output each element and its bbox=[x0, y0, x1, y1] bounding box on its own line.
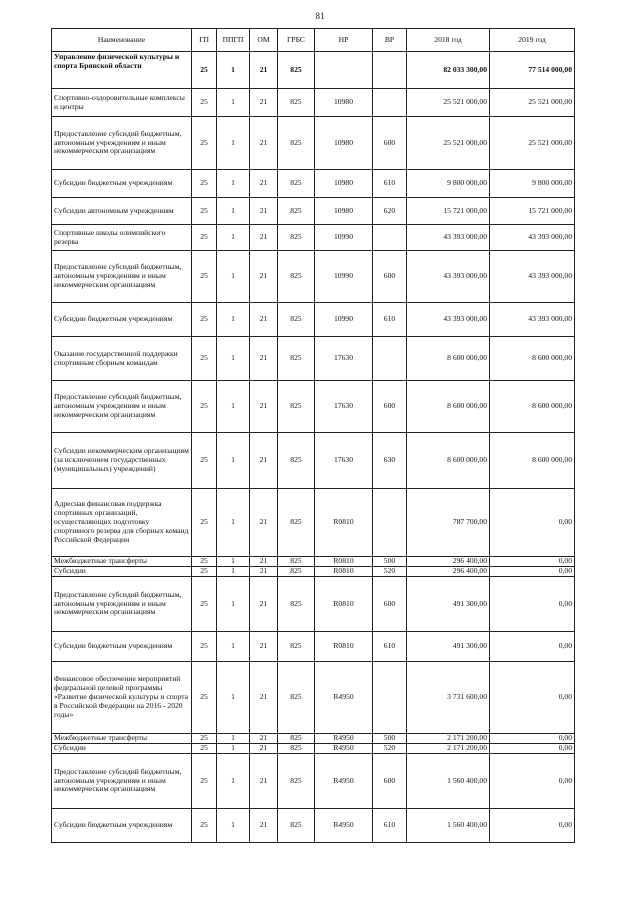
cell-grbs: 825 bbox=[278, 632, 315, 662]
cell-2019: 8 600 000,00 bbox=[490, 337, 575, 381]
col-header-name: Наименование bbox=[52, 29, 192, 52]
cell-2018: 3 731 600,00 bbox=[407, 662, 490, 734]
cell-gp: 25 bbox=[192, 632, 217, 662]
table-row bbox=[52, 198, 575, 225]
cell-gp: 25 bbox=[192, 225, 217, 251]
cell-nr: R0810 bbox=[315, 577, 373, 632]
cell-om: 21 bbox=[250, 577, 278, 632]
table-row bbox=[52, 433, 575, 489]
cell-grbs: 825 bbox=[278, 734, 315, 744]
cell-2018: 296 400,00 bbox=[407, 557, 490, 567]
cell-vr: 610 bbox=[373, 809, 407, 843]
cell-vr: 600 bbox=[373, 381, 407, 433]
cell-gp: 25 bbox=[192, 744, 217, 754]
cell-om: 21 bbox=[250, 433, 278, 489]
cell-om: 21 bbox=[250, 381, 278, 433]
col-header-vr: ВР bbox=[373, 29, 407, 52]
cell-ppgp: 1 bbox=[217, 117, 250, 170]
table-row bbox=[52, 52, 575, 89]
cell-2019: 0,00 bbox=[490, 632, 575, 662]
cell-nr: R4950 bbox=[315, 734, 373, 744]
cell-2019: 0,00 bbox=[490, 734, 575, 744]
cell-grbs: 825 bbox=[278, 225, 315, 251]
cell-nr: 10980 bbox=[315, 89, 373, 117]
cell-2019: 0,00 bbox=[490, 577, 575, 632]
cell-vr bbox=[373, 52, 407, 89]
cell-vr: 610 bbox=[373, 170, 407, 198]
col-header-nr: НР bbox=[315, 29, 373, 52]
cell-name: Субсидии bbox=[52, 744, 192, 754]
table-row bbox=[52, 734, 575, 744]
cell-ppgp: 1 bbox=[217, 337, 250, 381]
cell-name: Предоставление субсидий бюджетным, автономным учреждениям и иным некоммерческим организациям bbox=[52, 577, 192, 632]
cell-vr: 600 bbox=[373, 117, 407, 170]
cell-ppgp: 1 bbox=[217, 89, 250, 117]
cell-grbs: 825 bbox=[278, 89, 315, 117]
cell-name: Предоставление субсидий бюджетным, автономным учреждениям и иным некоммерческим организациям bbox=[52, 381, 192, 433]
cell-2019: 0,00 bbox=[490, 744, 575, 754]
cell-ppgp: 1 bbox=[217, 489, 250, 557]
cell-name: Субсидии некоммерческим организациям (за исключением государственных (муниципальных) учреждений) bbox=[52, 433, 192, 489]
cell-2018: 43 393 000,00 bbox=[407, 251, 490, 303]
cell-2019: 0,00 bbox=[490, 489, 575, 557]
cell-grbs: 825 bbox=[278, 381, 315, 433]
cell-ppgp: 1 bbox=[217, 433, 250, 489]
cell-grbs: 825 bbox=[278, 567, 315, 577]
cell-om: 21 bbox=[250, 754, 278, 809]
cell-2018: 296 400,00 bbox=[407, 567, 490, 577]
cell-om: 21 bbox=[250, 89, 278, 117]
cell-om: 21 bbox=[250, 632, 278, 662]
col-header-om: ОМ bbox=[250, 29, 278, 52]
cell-2018: 2 171 200,00 bbox=[407, 734, 490, 744]
cell-ppgp: 1 bbox=[217, 303, 250, 337]
cell-name: Предоставление субсидий бюджетным, автономным учреждениям и иным некоммерческим организациям bbox=[52, 251, 192, 303]
cell-gp: 25 bbox=[192, 89, 217, 117]
table-row bbox=[52, 337, 575, 381]
cell-name: Предоставление субсидий бюджетным, автономным учреждениям и иным некоммерческим организациям bbox=[52, 117, 192, 170]
cell-name: Субсидии бюджетным учреждениям bbox=[52, 632, 192, 662]
cell-ppgp: 1 bbox=[217, 744, 250, 754]
cell-2019: 25 521 000,00 bbox=[490, 89, 575, 117]
cell-name: Адресная финансовая поддержка спортивных организаций, осуществляющих подготовку спортивного резерва для сборных команд Российской Федерации bbox=[52, 489, 192, 557]
cell-vr bbox=[373, 662, 407, 734]
cell-om: 21 bbox=[250, 734, 278, 744]
cell-gp: 25 bbox=[192, 433, 217, 489]
cell-vr: 600 bbox=[373, 754, 407, 809]
cell-2019: 15 721 000,00 bbox=[490, 198, 575, 225]
cell-name: Субсидии бюджетным учреждениям bbox=[52, 809, 192, 843]
table-row bbox=[52, 170, 575, 198]
cell-grbs: 825 bbox=[278, 577, 315, 632]
cell-name: Межбюджетные трансферты bbox=[52, 734, 192, 744]
cell-name: Финансовое обеспечение мероприятий федеральной целевой программы «Развитие физической культуры и спорта в Российской Федерации на 2016 - 2020 годы» bbox=[52, 662, 192, 734]
cell-grbs: 825 bbox=[278, 433, 315, 489]
table-row bbox=[52, 303, 575, 337]
cell-om: 21 bbox=[250, 744, 278, 754]
cell-ppgp: 1 bbox=[217, 557, 250, 567]
cell-2019: 25 521 000,00 bbox=[490, 117, 575, 170]
cell-nr: 17630 bbox=[315, 433, 373, 489]
budget-table bbox=[51, 28, 575, 843]
cell-gp: 25 bbox=[192, 381, 217, 433]
cell-2019: 8 600 000,00 bbox=[490, 433, 575, 489]
cell-nr: R4950 bbox=[315, 744, 373, 754]
table-row bbox=[52, 557, 575, 567]
cell-grbs: 825 bbox=[278, 52, 315, 89]
cell-grbs: 825 bbox=[278, 662, 315, 734]
table-body bbox=[52, 52, 575, 843]
cell-nr: 10990 bbox=[315, 225, 373, 251]
col-header-2019: 2019 год bbox=[490, 29, 575, 52]
cell-vr: 500 bbox=[373, 557, 407, 567]
cell-om: 21 bbox=[250, 303, 278, 337]
table-row bbox=[52, 225, 575, 251]
cell-gp: 25 bbox=[192, 754, 217, 809]
cell-2018: 82 033 300,00 bbox=[407, 52, 490, 89]
cell-grbs: 825 bbox=[278, 170, 315, 198]
cell-gp: 25 bbox=[192, 303, 217, 337]
cell-name: Субсидии бюджетным учреждениям bbox=[52, 170, 192, 198]
cell-om: 21 bbox=[250, 337, 278, 381]
cell-ppgp: 1 bbox=[217, 567, 250, 577]
cell-ppgp: 1 bbox=[217, 577, 250, 632]
cell-2018: 491 300,00 bbox=[407, 632, 490, 662]
cell-2019: 0,00 bbox=[490, 567, 575, 577]
cell-om: 21 bbox=[250, 809, 278, 843]
cell-gp: 25 bbox=[192, 489, 217, 557]
col-header-2018: 2018 год bbox=[407, 29, 490, 52]
cell-2019: 8 600 000,00 bbox=[490, 381, 575, 433]
cell-nr: 17630 bbox=[315, 337, 373, 381]
cell-gp: 25 bbox=[192, 577, 217, 632]
cell-name: Спортивные школы олимпийского резерва bbox=[52, 225, 192, 251]
cell-2018: 43 393 000,00 bbox=[407, 225, 490, 251]
cell-om: 21 bbox=[250, 489, 278, 557]
table-row bbox=[52, 577, 575, 632]
cell-grbs: 825 bbox=[278, 809, 315, 843]
cell-2019: 0,00 bbox=[490, 754, 575, 809]
table-header-row bbox=[52, 29, 575, 52]
cell-ppgp: 1 bbox=[217, 734, 250, 744]
table-row bbox=[52, 662, 575, 734]
cell-nr: 10980 bbox=[315, 170, 373, 198]
cell-grbs: 825 bbox=[278, 489, 315, 557]
cell-nr: R0810 bbox=[315, 557, 373, 567]
cell-name: Предоставление субсидий бюджетным, автономным учреждениям и иным некоммерческим организациям bbox=[52, 754, 192, 809]
cell-grbs: 825 bbox=[278, 117, 315, 170]
cell-ppgp: 1 bbox=[217, 381, 250, 433]
cell-nr: R0810 bbox=[315, 489, 373, 557]
cell-ppgp: 1 bbox=[217, 662, 250, 734]
cell-2018: 15 721 000,00 bbox=[407, 198, 490, 225]
cell-ppgp: 1 bbox=[217, 251, 250, 303]
cell-2018: 1 560 400,00 bbox=[407, 809, 490, 843]
table-row bbox=[52, 744, 575, 754]
cell-ppgp: 1 bbox=[217, 198, 250, 225]
cell-om: 21 bbox=[250, 251, 278, 303]
cell-2018: 25 521 000,00 bbox=[407, 117, 490, 170]
cell-ppgp: 1 bbox=[217, 754, 250, 809]
cell-2019: 0,00 bbox=[490, 809, 575, 843]
cell-gp: 25 bbox=[192, 567, 217, 577]
table-row bbox=[52, 809, 575, 843]
cell-vr: 520 bbox=[373, 567, 407, 577]
cell-ppgp: 1 bbox=[217, 809, 250, 843]
cell-2018: 2 171 200,00 bbox=[407, 744, 490, 754]
cell-gp: 25 bbox=[192, 337, 217, 381]
cell-2019: 0,00 bbox=[490, 662, 575, 734]
cell-2018: 8 600 000,00 bbox=[407, 337, 490, 381]
cell-nr: 17630 bbox=[315, 381, 373, 433]
cell-name: Оказание государственной поддержки спортивным сборным командам bbox=[52, 337, 192, 381]
cell-2019: 0,00 bbox=[490, 557, 575, 567]
cell-nr: 10980 bbox=[315, 117, 373, 170]
cell-2018: 787 700,00 bbox=[407, 489, 490, 557]
cell-vr bbox=[373, 89, 407, 117]
cell-name: Субсидии бюджетным учреждениям bbox=[52, 303, 192, 337]
col-header-grbs: ГРБС bbox=[278, 29, 315, 52]
cell-2019: 43 393 000,00 bbox=[490, 251, 575, 303]
cell-om: 21 bbox=[250, 557, 278, 567]
cell-2019: 9 800 000,00 bbox=[490, 170, 575, 198]
cell-gp: 25 bbox=[192, 198, 217, 225]
cell-vr bbox=[373, 225, 407, 251]
cell-gp: 25 bbox=[192, 117, 217, 170]
cell-vr: 610 bbox=[373, 632, 407, 662]
cell-nr: 10990 bbox=[315, 251, 373, 303]
cell-vr: 620 bbox=[373, 198, 407, 225]
cell-2018: 8 600 000,00 bbox=[407, 433, 490, 489]
cell-ppgp: 1 bbox=[217, 52, 250, 89]
cell-vr: 600 bbox=[373, 577, 407, 632]
cell-vr bbox=[373, 489, 407, 557]
cell-gp: 25 bbox=[192, 557, 217, 567]
cell-ppgp: 1 bbox=[217, 225, 250, 251]
cell-gp: 25 bbox=[192, 734, 217, 744]
cell-vr: 630 bbox=[373, 433, 407, 489]
cell-nr: R4950 bbox=[315, 754, 373, 809]
cell-gp: 25 bbox=[192, 251, 217, 303]
cell-2018: 1 560 400,00 bbox=[407, 754, 490, 809]
col-header-ppgp: ППГП bbox=[217, 29, 250, 52]
table-row bbox=[52, 489, 575, 557]
cell-nr: 10990 bbox=[315, 303, 373, 337]
page-number: 81 bbox=[315, 11, 325, 21]
cell-grbs: 825 bbox=[278, 303, 315, 337]
cell-gp: 25 bbox=[192, 809, 217, 843]
table-row bbox=[52, 381, 575, 433]
table-row bbox=[52, 632, 575, 662]
cell-grbs: 825 bbox=[278, 337, 315, 381]
cell-ppgp: 1 bbox=[217, 170, 250, 198]
cell-2018: 25 521 000,00 bbox=[407, 89, 490, 117]
cell-2019: 43 393 000,00 bbox=[490, 225, 575, 251]
cell-2018: 43 393 000,00 bbox=[407, 303, 490, 337]
cell-vr: 600 bbox=[373, 251, 407, 303]
cell-vr: 520 bbox=[373, 744, 407, 754]
cell-grbs: 825 bbox=[278, 198, 315, 225]
cell-2019: 43 393 000,00 bbox=[490, 303, 575, 337]
cell-2018: 491 300,00 bbox=[407, 577, 490, 632]
cell-nr: 10980 bbox=[315, 198, 373, 225]
cell-gp: 25 bbox=[192, 170, 217, 198]
cell-nr: R0810 bbox=[315, 632, 373, 662]
cell-om: 21 bbox=[250, 198, 278, 225]
cell-2018: 9 800 000,00 bbox=[407, 170, 490, 198]
cell-name: Субсидии bbox=[52, 567, 192, 577]
cell-vr bbox=[373, 337, 407, 381]
cell-om: 21 bbox=[250, 225, 278, 251]
cell-vr: 610 bbox=[373, 303, 407, 337]
cell-2019: 77 514 000,00 bbox=[490, 52, 575, 89]
cell-om: 21 bbox=[250, 117, 278, 170]
cell-grbs: 825 bbox=[278, 754, 315, 809]
cell-om: 21 bbox=[250, 170, 278, 198]
cell-gp: 25 bbox=[192, 662, 217, 734]
cell-om: 21 bbox=[250, 662, 278, 734]
cell-name: Субсидии автономным учреждениям bbox=[52, 198, 192, 225]
cell-name: Управление физической культуры и спорта Брянской области bbox=[52, 52, 192, 89]
cell-gp: 25 bbox=[192, 52, 217, 89]
cell-om: 21 bbox=[250, 567, 278, 577]
cell-grbs: 825 bbox=[278, 744, 315, 754]
table-row bbox=[52, 251, 575, 303]
table-row bbox=[52, 89, 575, 117]
cell-nr: R4950 bbox=[315, 662, 373, 734]
cell-nr bbox=[315, 52, 373, 89]
cell-name: Межбюджетные трансферты bbox=[52, 557, 192, 567]
cell-ppgp: 1 bbox=[217, 632, 250, 662]
cell-grbs: 825 bbox=[278, 251, 315, 303]
table-row bbox=[52, 567, 575, 577]
cell-vr: 500 bbox=[373, 734, 407, 744]
cell-name: Спортивно-оздоровительные комплексы и центры bbox=[52, 89, 192, 117]
cell-nr: R4950 bbox=[315, 809, 373, 843]
table-row bbox=[52, 117, 575, 170]
col-header-gp: ГП bbox=[192, 29, 217, 52]
cell-grbs: 825 bbox=[278, 557, 315, 567]
cell-2018: 8 600 000,00 bbox=[407, 381, 490, 433]
cell-om: 21 bbox=[250, 52, 278, 89]
cell-nr: R0810 bbox=[315, 567, 373, 577]
table-row bbox=[52, 754, 575, 809]
